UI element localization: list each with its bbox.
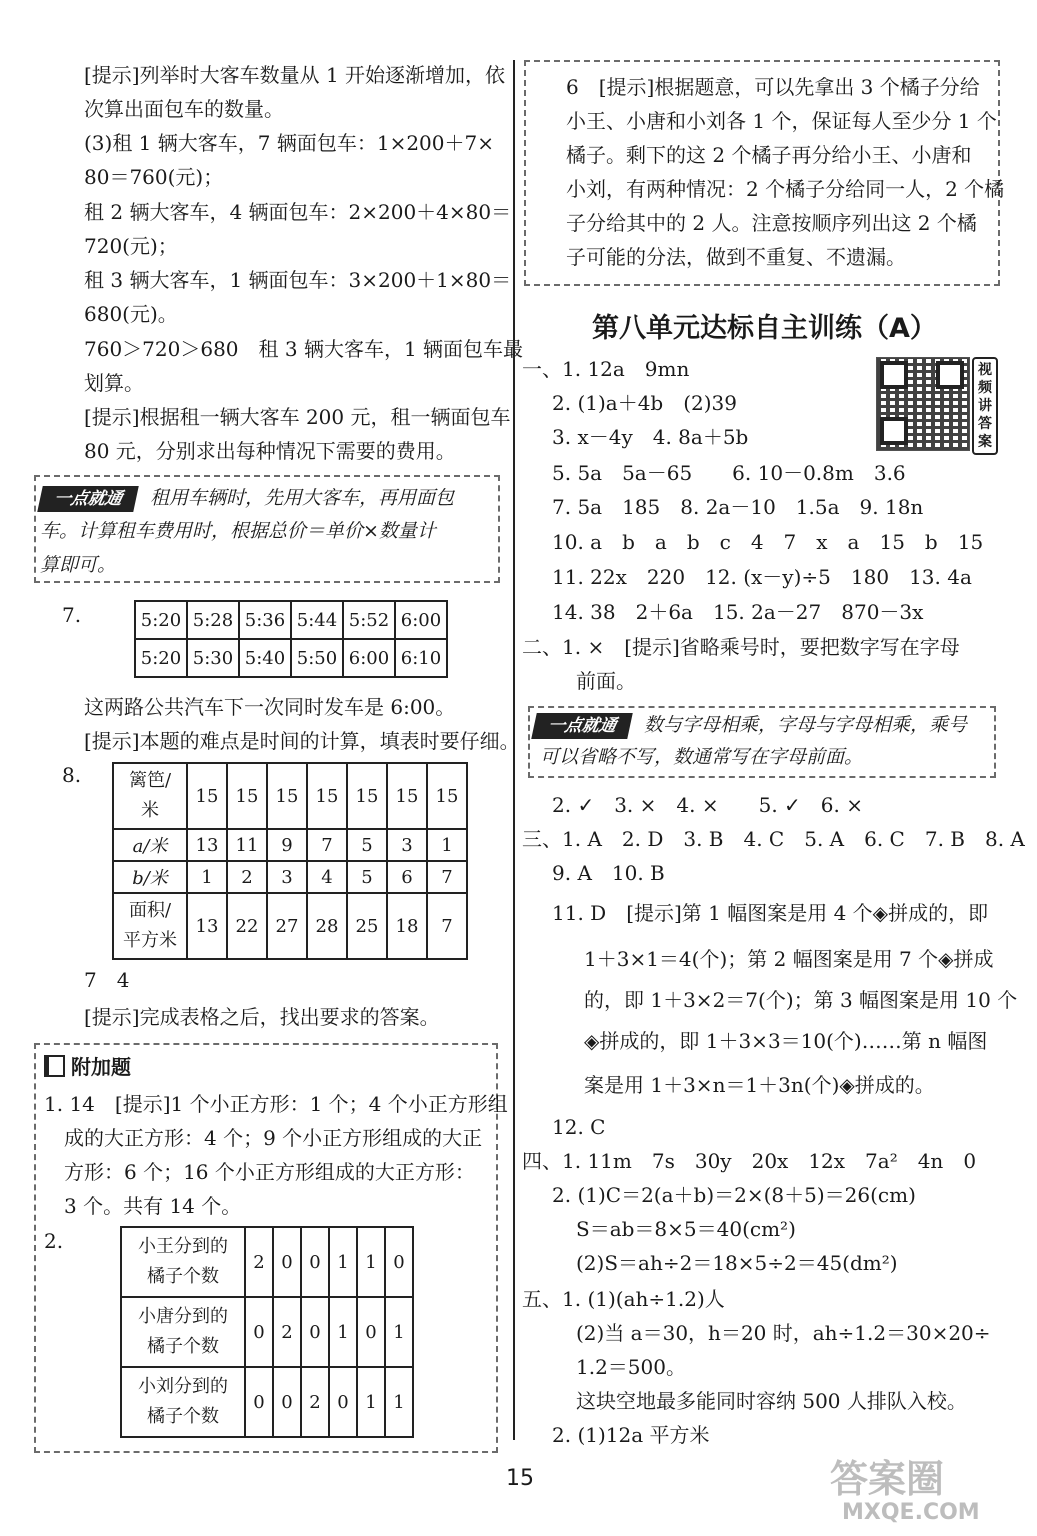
- answer-line: 方形：6 个；16 个小正方形组成的大正方形：: [64, 1160, 475, 1184]
- table-cell: 3: [267, 861, 307, 893]
- table-cell: 11: [227, 829, 267, 861]
- question-number: 8.: [62, 763, 82, 787]
- table-header: [113, 763, 187, 829]
- answer-line: 11. 22x 220 12. (x－y)÷5 180 13. 4a: [552, 565, 972, 589]
- qr-finder: [880, 417, 908, 445]
- table-cell: 5:28: [187, 601, 239, 639]
- table-header: [121, 1227, 245, 1297]
- q7-table: [134, 600, 448, 678]
- hint-line: [提示]根据租一辆大客车 200 元，租一辆面包车: [84, 405, 511, 429]
- answer-line: 1.2＝500。: [576, 1355, 686, 1379]
- column-divider: [513, 60, 515, 1440]
- table-cell: 5:30: [187, 639, 239, 677]
- watermark-logo: 答案圈: [830, 1457, 945, 1501]
- hint-line: 次算出面包车的数量。: [84, 97, 284, 121]
- answer-line: 680(元)。: [84, 302, 178, 326]
- table-cell: 7: [427, 861, 467, 893]
- answer-line: 租 2 辆大客车，4 辆面包车：2×200＋4×80＝: [84, 200, 512, 224]
- table-cell: 1: [357, 1367, 385, 1437]
- tip-tag: 一点就通: [37, 486, 139, 512]
- table-cell: 5:20: [135, 639, 187, 677]
- book-icon: [44, 1055, 65, 1077]
- answer-line: (2)当 a＝30，h＝20 时，ah÷1.2＝30×20÷: [576, 1321, 991, 1345]
- answer-line: 2. (1)a＋4b (2)39: [552, 391, 737, 415]
- qr-label: 视频讲答案: [972, 357, 998, 455]
- table-cell: 5: [347, 861, 387, 893]
- answer-line: 7 4: [84, 968, 130, 992]
- header-text: 平方米: [123, 930, 177, 951]
- table-header: [121, 1367, 245, 1437]
- answer-line: 租 3 辆大客车，1 辆面包车：3×200＋1×80＝: [84, 268, 512, 292]
- table-cell: 13: [187, 893, 227, 959]
- header-text: 橘子个数: [147, 1406, 219, 1427]
- table-cell: 15: [187, 763, 227, 829]
- answer-line: 案是用 1＋3×n＝1＋3n(个)◈拼成的。: [584, 1073, 935, 1097]
- table-cell: 25: [347, 893, 387, 959]
- table-cell: 5:44: [291, 601, 343, 639]
- hint-line: 6 [提示]根据题意，可以先拿出 3 个橘子分给: [566, 75, 980, 99]
- answer-line: S＝ab＝8×5＝40(cm²): [576, 1217, 796, 1241]
- hint-line: [提示]列举时大客车数量从 1 开始逐渐增加，依: [84, 63, 506, 87]
- watermark-url: MXQE.COM: [842, 1500, 980, 1525]
- answer-line: 四、1. 11m 7s 30y 20x 12x 7a² 4n 0: [522, 1149, 977, 1173]
- table-cell: 2: [227, 861, 267, 893]
- table-cell: 5:20: [135, 601, 187, 639]
- answer-line: ◈拼成的，即 1＋3×3＝10(个)……第 n 幅图: [584, 1029, 988, 1053]
- answer-line: 二、1. × [提示]省略乘号时，要把数字写在字母: [522, 635, 960, 659]
- extra-title: [44, 1050, 131, 1084]
- hint-line: 小王、小唐和小刘各 1 个，保证每人至少分 1 个: [566, 109, 997, 133]
- table-cell: 15: [347, 763, 387, 829]
- table-cell: 6: [387, 861, 427, 893]
- table-cell: 1: [187, 861, 227, 893]
- table-cell: 5:52: [343, 601, 395, 639]
- question-number: 2.: [44, 1229, 64, 1253]
- answer-line: 五、1. (1)(ah÷1.2)人: [522, 1287, 725, 1311]
- table-cell: 7: [427, 893, 467, 959]
- table-cell: 0: [273, 1367, 301, 1437]
- answer-line: 720(元)；: [84, 234, 178, 258]
- table-cell: 27: [267, 893, 307, 959]
- answer-line: 7. 5a 185 8. 2a－10 1.5a 9. 18n: [552, 495, 924, 519]
- hint-line: [提示]本题的难点是时间的计算，填表时要仔细。: [84, 729, 520, 753]
- answer-line: 的，即 1＋3×2＝7(个)；第 3 幅图案是用 10 个: [584, 988, 1018, 1012]
- answer-line: 9. A 10. B: [552, 861, 665, 885]
- answer-line: 3. x－4y 4. 8a＋5b: [552, 425, 749, 449]
- tip-line: [40, 480, 454, 515]
- table-cell: 15: [427, 763, 467, 829]
- table-cell: 22: [227, 893, 267, 959]
- table-cell: 1: [329, 1227, 357, 1297]
- answer-line: 80＝760(元)；: [84, 165, 224, 189]
- table-cell: 1: [427, 829, 467, 861]
- hint-line: 子分给其中的 2 人。注意按顺序列出这 2 个橘: [566, 211, 977, 235]
- header-text: 橘子个数: [147, 1266, 219, 1287]
- answer-line: 12. C: [552, 1115, 606, 1139]
- tip-tag: 一点就通: [531, 713, 633, 739]
- tip-text: 租用车辆时，先用大客车，再用面包: [150, 487, 455, 509]
- answer-line: 1. 14 [提示]1 个小正方形：1 个；4 个小正方形组: [44, 1092, 508, 1116]
- hint-line: 小刘，有两种情况：2 个橘子分给同一人，2 个橘: [566, 177, 1005, 201]
- header-text: 小王分到的: [138, 1236, 228, 1257]
- table-header: b/米: [113, 861, 187, 893]
- hint-line: [提示]完成表格之后，找出要求的答案。: [84, 1005, 440, 1029]
- answer-line: 成的大正方形：4 个；9 个小正方形组成的大正: [64, 1126, 483, 1150]
- table-cell: 5: [347, 829, 387, 861]
- table-cell: 15: [387, 763, 427, 829]
- table-cell: 5:50: [291, 639, 343, 677]
- table-cell: 0: [301, 1297, 329, 1367]
- table-cell: 6:00: [395, 601, 447, 639]
- table-cell: 1: [329, 1297, 357, 1367]
- table-header: [121, 1297, 245, 1367]
- table-cell: 0: [357, 1297, 385, 1367]
- table-cell: 2: [301, 1367, 329, 1437]
- table-cell: 0: [385, 1227, 413, 1297]
- answer-line: 划算。: [84, 371, 144, 395]
- answer-line: 这块空地最多能同时容纳 500 人排队入校。: [576, 1389, 967, 1413]
- table-cell: 4: [307, 861, 347, 893]
- table-cell: 1: [385, 1297, 413, 1367]
- page-number: 15: [506, 1466, 534, 1491]
- answer-line: 760＞720＞680 租 3 辆大客车，1 辆面包车最: [84, 337, 524, 361]
- table-cell: 7: [307, 829, 347, 861]
- answer-line: (3)租 1 辆大客车，7 辆面包车：1×200＋7×: [84, 131, 494, 155]
- qr-finder: [936, 361, 964, 389]
- table-cell: 2: [245, 1227, 273, 1297]
- table-cell: 0: [245, 1367, 273, 1437]
- answer-line: 前面。: [576, 669, 636, 693]
- header-text: 橘子个数: [147, 1336, 219, 1357]
- answer-line: 2. (1)C＝2(a＋b)＝2×(8＋5)＝26(cm): [552, 1183, 916, 1207]
- table-header: a/米: [113, 829, 187, 861]
- answer-line: 1＋3×1＝4(个)；第 2 幅图案是用 7 个◈拼成: [584, 947, 994, 971]
- tip-text: 数与字母相乘，字母与字母相乘，乘号: [644, 714, 968, 736]
- answer-line: 11. D [提示]第 1 幅图案是用 4 个◈拼成的，即: [552, 901, 989, 925]
- tip-text: 算即可。: [40, 554, 117, 576]
- hint-line: 80 元，分别求出每种情况下需要的费用。: [84, 439, 456, 463]
- header-text: 小刘分到的: [138, 1376, 228, 1397]
- table-cell: 0: [301, 1227, 329, 1297]
- table-cell: 5:40: [239, 639, 291, 677]
- header-text: 米: [141, 800, 159, 821]
- extra-title-text: 附加题: [71, 1055, 131, 1079]
- hint-line: 子可能的分法，做到不重复、不遗漏。: [566, 245, 906, 269]
- e2-table: [120, 1226, 414, 1438]
- answer-line: (2)S＝ah÷2＝18×5÷2＝45(dm²): [576, 1251, 898, 1275]
- table-cell: 15: [227, 763, 267, 829]
- qr-finder: [880, 361, 908, 389]
- header-text: 面积/: [128, 900, 172, 921]
- answer-line: 2. ✓ 3. × 4. × 5. ✓ 6. ×: [552, 793, 863, 817]
- table-cell: 18: [387, 893, 427, 959]
- table-cell: 15: [307, 763, 347, 829]
- table-header: [113, 893, 187, 959]
- hint-line: 橘子。剩下的这 2 个橘子再分给小王、小唐和: [566, 143, 972, 167]
- table-cell: 3: [387, 829, 427, 861]
- table-cell: 1: [385, 1367, 413, 1437]
- answer-line: 三、1. A 2. D 3. B 4. C 5. A 6. C 7. B 8. A: [522, 827, 1025, 851]
- table-cell: 6:10: [395, 639, 447, 677]
- table-cell: 9: [267, 829, 307, 861]
- header-text: 小唐分到的: [138, 1306, 228, 1327]
- table-cell: 13: [187, 829, 227, 861]
- table-cell: 15: [267, 763, 307, 829]
- answer-line: 这两路公共汽车下一次同时发车是 6:00。: [84, 695, 456, 719]
- table-cell: 28: [307, 893, 347, 959]
- question-number: 7.: [62, 603, 82, 627]
- q8-table: [112, 762, 468, 960]
- tip-line: [534, 707, 967, 742]
- header-text: 篱笆/: [128, 770, 172, 791]
- table-cell: 0: [273, 1227, 301, 1297]
- table-cell: 0: [245, 1297, 273, 1367]
- table-cell: 2: [273, 1297, 301, 1367]
- table-cell: 0: [329, 1367, 357, 1437]
- table-cell: 6:00: [343, 639, 395, 677]
- answer-line: 14. 38 2＋6a 15. 2a－27 870－3x: [552, 600, 924, 624]
- answer-line: 5. 5a 5a－65 6. 10－0.8m 3.6: [552, 461, 906, 485]
- section-title: 第八单元达标自主训练（A）: [592, 313, 937, 344]
- table-cell: 5:36: [239, 601, 291, 639]
- tip-text: 车。计算租车费用时，根据总价＝单价×数量计: [40, 520, 436, 542]
- table-cell: 1: [357, 1227, 385, 1297]
- answer-line: 3 个。共有 14 个。: [64, 1194, 242, 1218]
- answer-line: 10. a b a b c 4 7 x a 15 b 15: [552, 530, 984, 554]
- tip-text: 可以省略不写，数通常写在字母前面。: [540, 746, 864, 768]
- answer-line: 一、1. 12a 9mn: [522, 357, 690, 381]
- answer-line: 2. (1)12a 平方米: [552, 1423, 710, 1447]
